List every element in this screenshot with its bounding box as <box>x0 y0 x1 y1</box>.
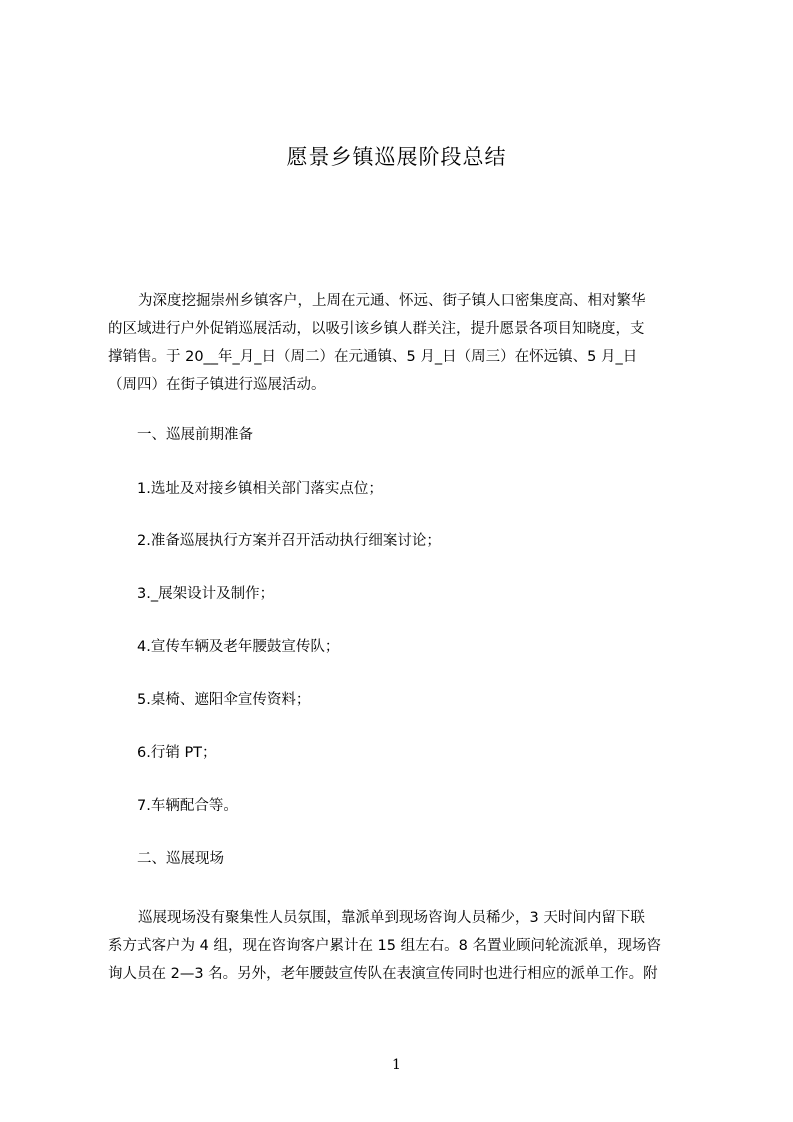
section2-line: 询人员在 2—3 名。另外，老年腰鼓宣传队在表演宣传同时也进行相应的派单工作。附 <box>108 966 658 982</box>
section2-heading: 二、巡展现场 <box>137 851 224 867</box>
section1-heading: 一、巡展前期准备 <box>137 427 253 443</box>
page-number: 1 <box>392 1057 401 1073</box>
intro-line: （周四）在街子镇进行巡展活动。 <box>108 377 326 393</box>
intro-line: 为深度挖掘崇州乡镇客户，上周在元通、怀远、街子镇人口密集度高、相对繁华 <box>138 293 646 309</box>
intro-line: 的区域进行户外促销巡展活动，以吸引该乡镇人群关注，提升愿景各项目知晓度，支 <box>108 321 645 337</box>
section2-line: 系方式客户为 4 组，现在咨询客户累计在 15 组左右。8 名置业顾问轮流派单，现场咨 <box>108 938 661 954</box>
section2-line: 巡展现场没有聚集性人员氛围，靠派单到现场咨询人员稀少，3 天时间内留下联 <box>138 910 645 926</box>
document-title: 愿景乡镇巡展阶段总结 <box>286 145 507 169</box>
section2-paragraph <box>108 904 698 988</box>
intro-paragraph <box>108 287 698 399</box>
list-item: 5.桌椅、遮阳伞宣传资料； <box>137 692 311 708</box>
list-item: 1.选址及对接乡镇相关部门落实点位； <box>137 481 383 497</box>
list-item: 2.准备巡展执行方案并召开活动执行细案讨论； <box>137 533 441 549</box>
list-item: 4.宣传车辆及老年腰鼓宣传队； <box>137 639 340 655</box>
list-item: 6.行销 PT； <box>137 745 217 761</box>
list-item: 7.车辆配合等。 <box>137 798 238 814</box>
intro-line: 撑销售。于 20__年_月_日（周二）在元通镇、5 月_日（周三）在怀远镇、5 月_日 <box>108 349 638 365</box>
list-item: 3._展架设计及制作； <box>137 586 275 602</box>
